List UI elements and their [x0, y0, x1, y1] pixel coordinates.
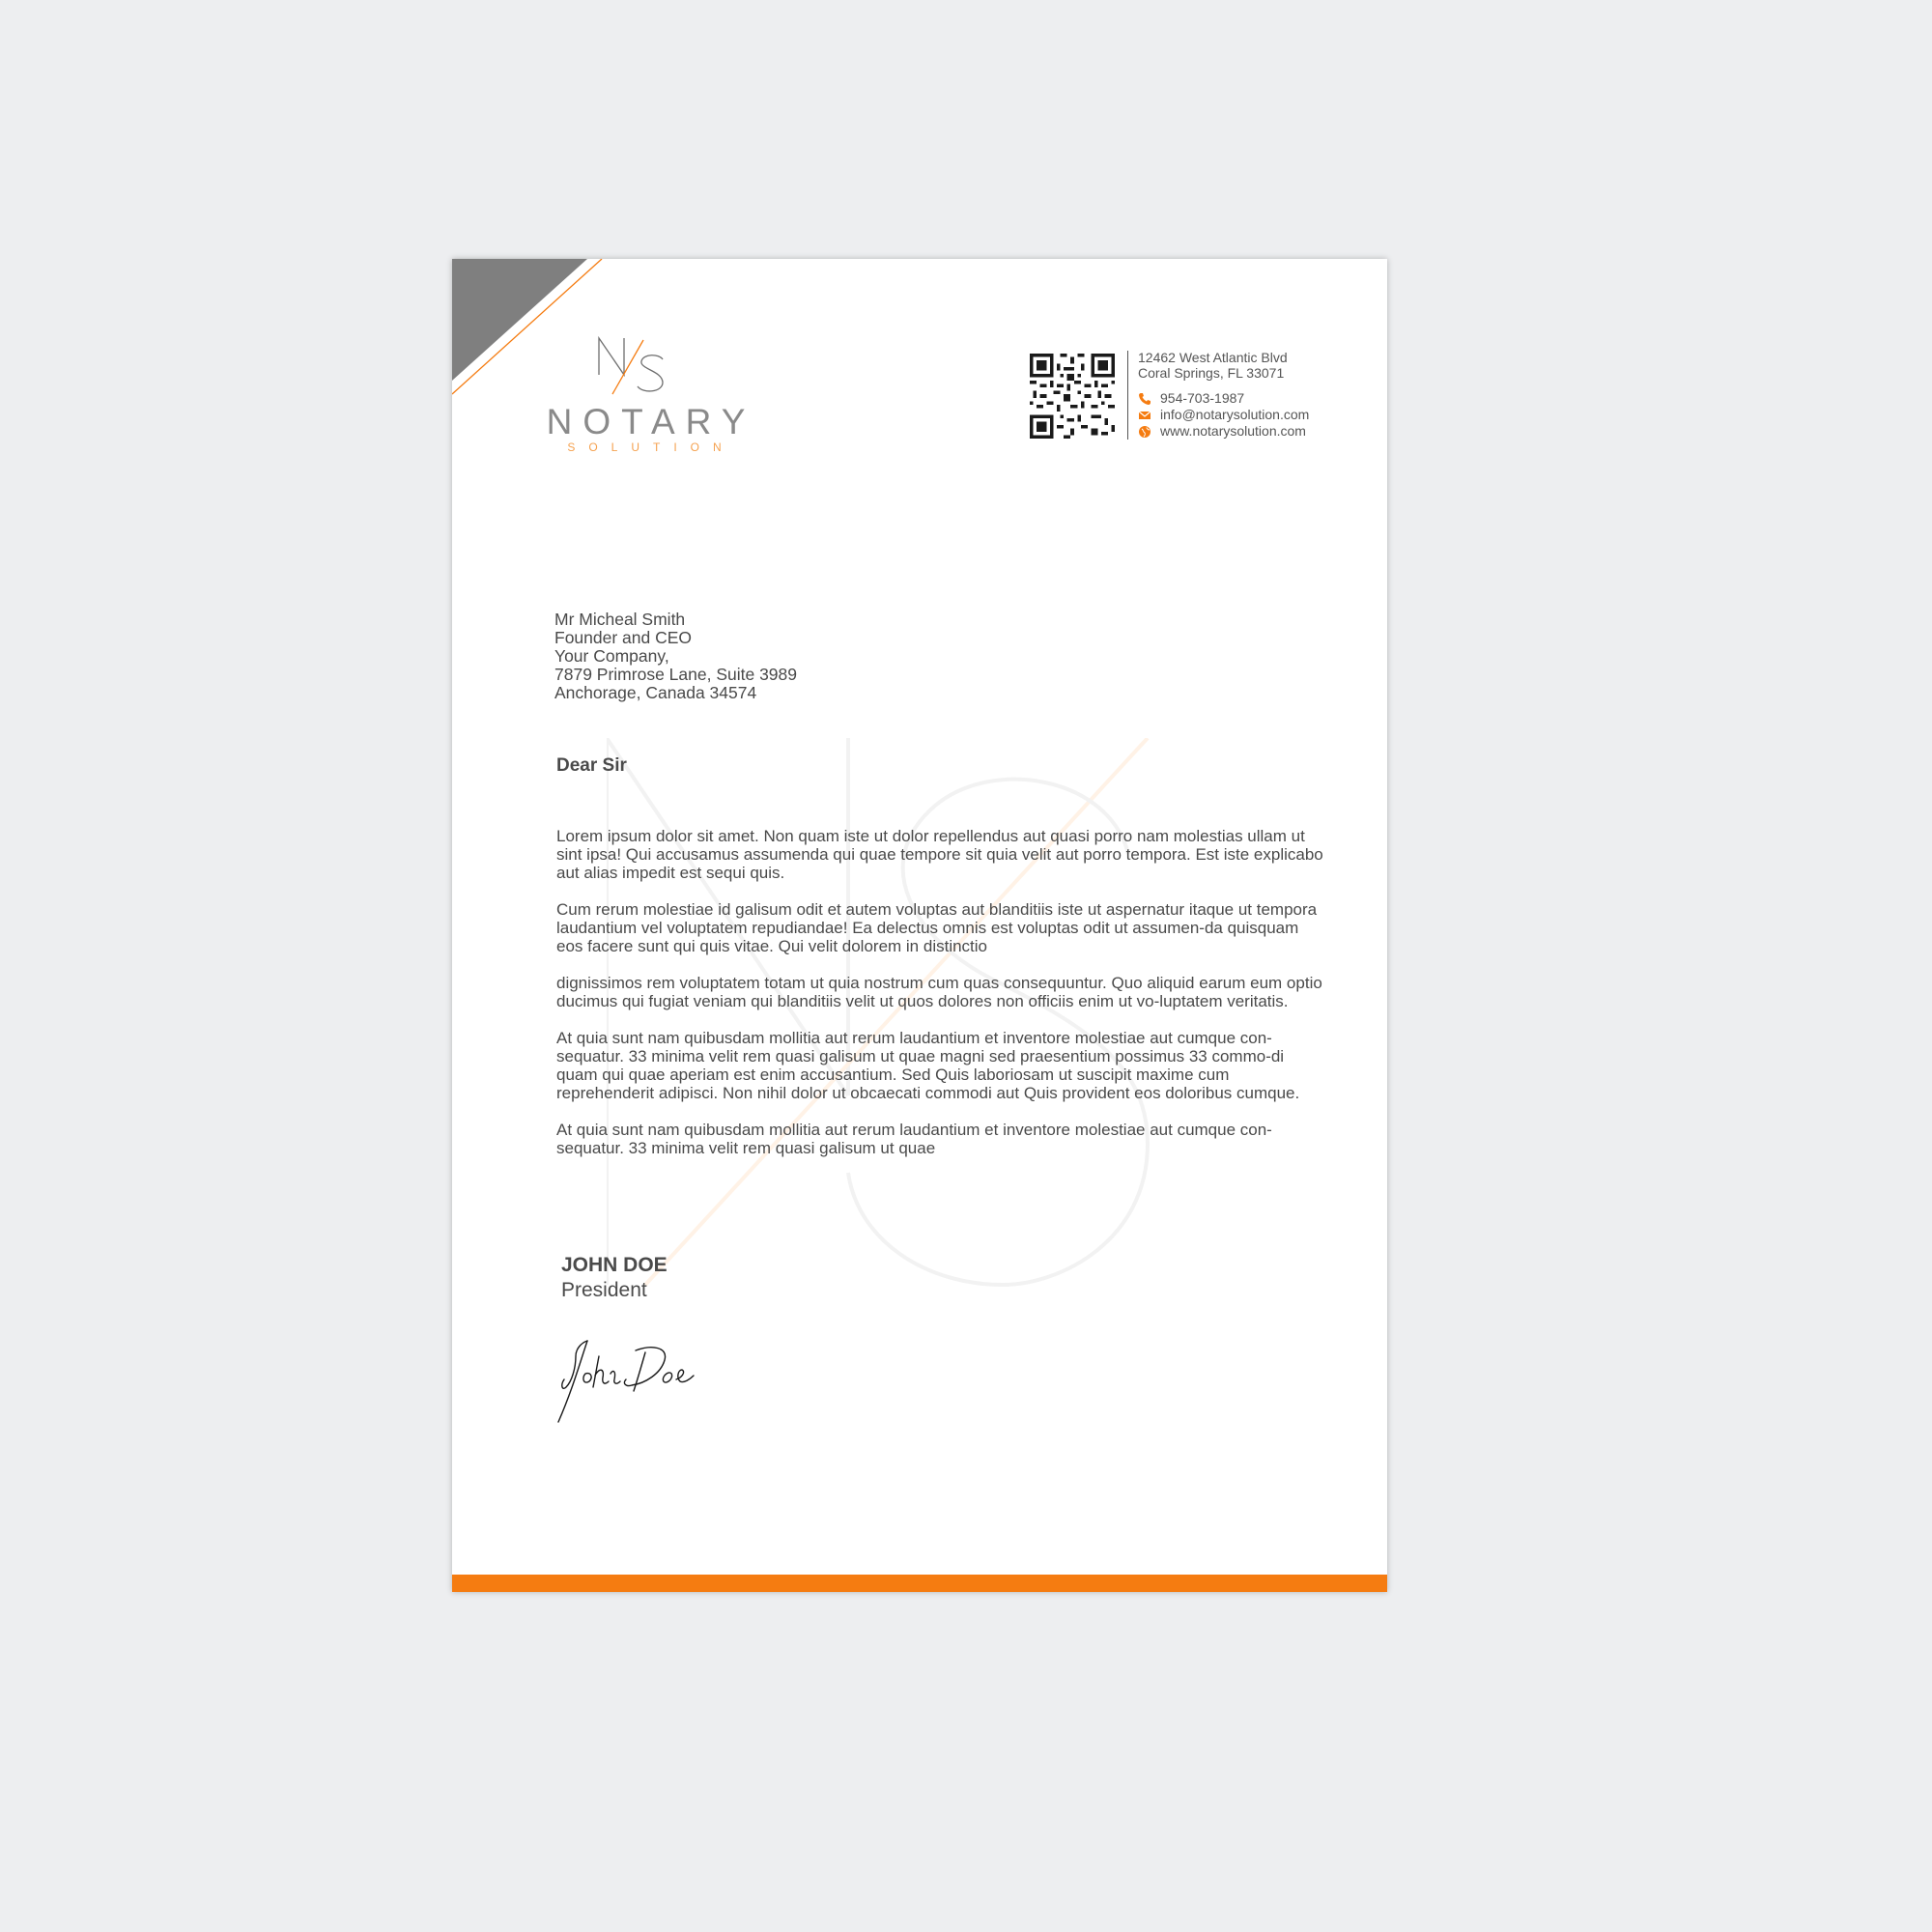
envelope-icon: [1138, 409, 1151, 422]
recipient-address: [554, 611, 797, 702]
salutation: Dear Sir: [556, 755, 627, 776]
website-row: [1138, 423, 1309, 440]
letter-body: [556, 827, 1323, 1176]
recipient-title: Founder and CEO: [554, 628, 693, 647]
email-address[interactable]: info@notarysolution.com: [1160, 407, 1310, 422]
address-line-1: 12462 West Atlantic Blvd: [1138, 350, 1288, 365]
phone-number: 954-703-1987: [1160, 390, 1245, 406]
address-line-2: Coral Springs, FL 33071: [1138, 365, 1285, 381]
body-paragraph: Lorem ipsum dolor sit amet. Non quam iste ut dolor repellendus aut quasi porro nam molestias ullam ut sint ipsa! Qui accusamus assumenda qui quae tempore sit quia velit aut porro tempora. Est iste explicabo aut alias impedit est sequi quis.: [556, 827, 1323, 882]
recipient-company: Your Company,: [554, 646, 669, 666]
phone-row: [1138, 390, 1309, 407]
website-url[interactable]: www.notarysolution.com: [1160, 423, 1306, 439]
brand-logo: [545, 336, 757, 452]
body-paragraph: At quia sunt nam quibusdam mollitia aut rerum laudantium et inventore molestiae aut cumque con-sequatur. 33 minima velit rem quasi galisum ut quae: [556, 1121, 1272, 1157]
contact-divider: [1127, 351, 1128, 440]
letterhead-page: [452, 259, 1387, 1592]
body-paragraph: Cum rerum molestiae id galisum odit et autem voluptas aut blanditiis iste ut aspernatur itaque ut tempora laudantium vel voluptatem repudiandae! Ea delectus omnis est voluptas odit ut assumen-da quisquam eos facere sunt qui quis vitae. Qui velit dolorem in distinctio: [556, 900, 1318, 955]
brand-name: NOTARY: [546, 402, 756, 441]
recipient-city: Anchorage, Canada 34574: [554, 683, 757, 702]
phone-icon: [1138, 392, 1151, 406]
email-row: [1138, 407, 1309, 423]
recipient-street: 7879 Primrose Lane, Suite 3989: [554, 665, 797, 684]
qr-code-icon: [1030, 354, 1115, 439]
signatory-title: President: [561, 1279, 647, 1301]
globe-icon: [1138, 425, 1151, 439]
brand-subtitle: SOLUTION: [567, 440, 735, 454]
contact-block: [1138, 350, 1309, 440]
monogram-icon: [591, 336, 678, 396]
body-paragraph: At quia sunt nam quibusdam mollitia aut rerum laudantium et inventore molestiae aut cumque con-sequatur. 33 minima velit rem quasi galisum ut quae magni sed praesentium possimus 33 commo-di quam qui quae aperiam est enim accusantium. Sed Quis laboriosam ut suscipit maxime cum reprehenderit adipisci. Non nihil dolor ut obcaecati commodi aut Quis provident eos doloribus cumque.: [556, 1029, 1300, 1102]
footer-accent-bar: [452, 1575, 1387, 1592]
body-paragraph: dignissimos rem voluptatem totam ut quia nostrum cum quas consequuntur. Quo aliquid earum eum optio ducimus qui fugiat veniam qui blanditiis velit ut quos dolores non officiis enim ut vo-luptatem veritatis.: [556, 974, 1322, 1010]
signatory-name: JOHN DOE: [561, 1254, 668, 1276]
recipient-name: Mr Micheal Smith: [554, 610, 686, 629]
handwritten-signature: [554, 1335, 719, 1424]
